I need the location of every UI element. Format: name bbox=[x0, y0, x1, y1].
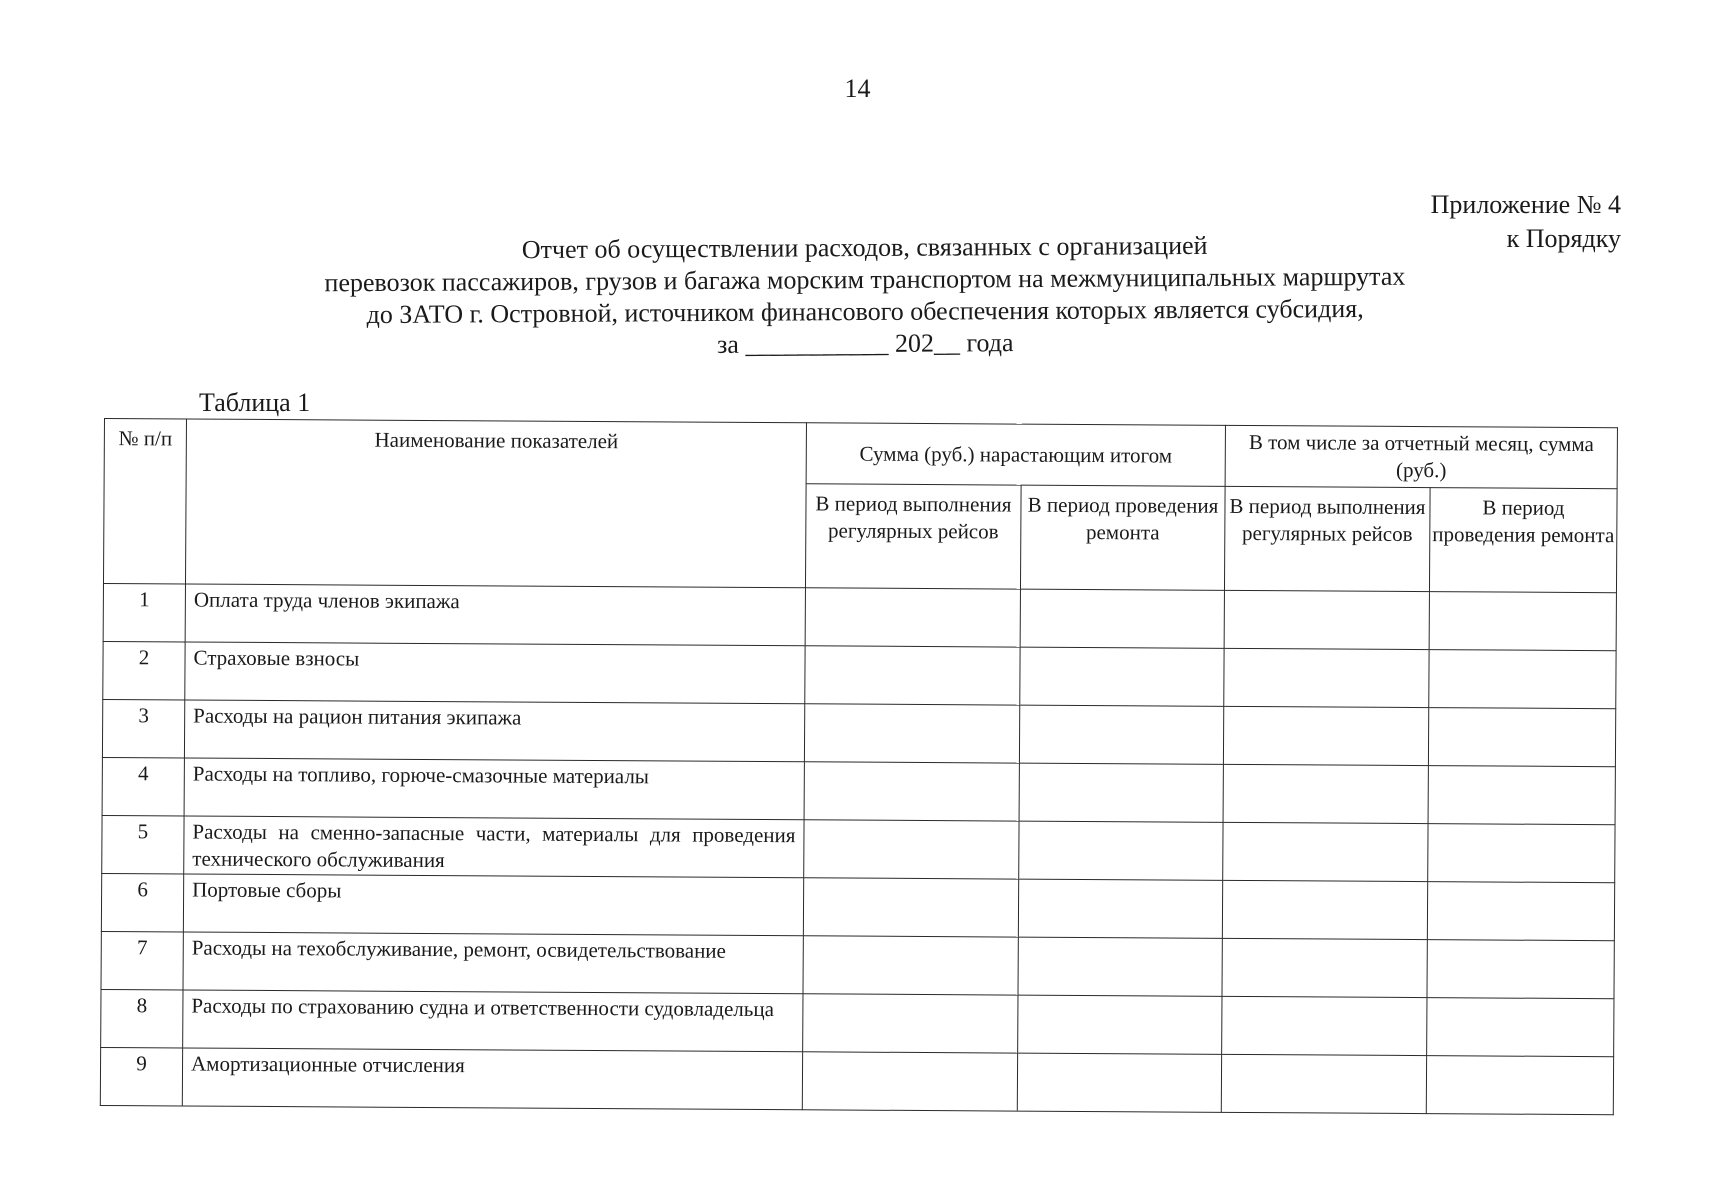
report-title-period: за ___________ 202__ года bbox=[717, 328, 1014, 359]
table-row bbox=[102, 815, 1615, 882]
table-row bbox=[103, 583, 1616, 650]
value-cell bbox=[803, 878, 1018, 937]
value-cell bbox=[1223, 706, 1428, 765]
report-title-line-3: до ЗАТО г. Островной, источником финансового обеспечения которых является субсидия, bbox=[366, 293, 1364, 330]
row-number: 5 bbox=[102, 815, 184, 873]
row-indicator: Страховые взносы bbox=[185, 642, 805, 704]
expenses-table bbox=[100, 418, 1618, 1115]
row-number: 3 bbox=[102, 699, 184, 757]
value-cell bbox=[805, 588, 1020, 647]
header-cumulative-total: Сумма (руб.) нарастающим итогом bbox=[806, 423, 1225, 487]
row-number: 7 bbox=[101, 931, 183, 989]
row-indicator: Расходы на рацион питания экипажа bbox=[184, 700, 804, 762]
value-cell bbox=[1222, 880, 1427, 939]
table-row bbox=[102, 699, 1615, 766]
value-cell bbox=[1020, 647, 1224, 706]
row-indicator: Портовые сборы bbox=[183, 874, 803, 936]
value-cell bbox=[804, 704, 1019, 763]
table-row bbox=[102, 757, 1615, 824]
header-indicator-name: Наименование показателей bbox=[185, 419, 806, 588]
appendix-order: к Порядку bbox=[1506, 224, 1621, 253]
value-cell bbox=[1222, 996, 1427, 1055]
value-cell bbox=[1019, 705, 1223, 764]
value-cell bbox=[803, 994, 1018, 1053]
subheader-month-repair: В период проведения ремонта bbox=[1429, 488, 1617, 593]
table-row bbox=[101, 989, 1614, 1056]
row-indicator: Расходы на топливо, горюче-смазочные материалы bbox=[184, 758, 804, 820]
value-cell bbox=[804, 762, 1019, 821]
value-cell bbox=[805, 646, 1020, 705]
row-number: 6 bbox=[101, 873, 183, 931]
table-row bbox=[100, 1047, 1613, 1114]
value-cell bbox=[803, 936, 1018, 995]
value-cell bbox=[1427, 998, 1614, 1057]
row-indicator: Расходы по страхованию судна и ответственности судовладельца bbox=[183, 990, 803, 1052]
row-number: 2 bbox=[103, 641, 185, 699]
value-cell bbox=[802, 1052, 1017, 1111]
row-number: 1 bbox=[103, 583, 185, 641]
value-cell bbox=[1222, 938, 1427, 997]
report-title-line-2: перевозок пассажиров, грузов и багажа морским транспортом на межмуниципальных маршрутах bbox=[324, 261, 1406, 298]
value-cell bbox=[1223, 822, 1428, 881]
value-cell bbox=[1429, 592, 1616, 651]
value-cell bbox=[1221, 1054, 1426, 1113]
header-number: № п/п bbox=[103, 419, 186, 584]
report-title bbox=[290, 228, 1441, 363]
row-number: 9 bbox=[100, 1047, 182, 1105]
table-row bbox=[101, 931, 1614, 998]
table-caption: Таблица 1 bbox=[199, 388, 311, 417]
value-cell bbox=[1428, 824, 1615, 883]
table-header-row bbox=[104, 419, 1617, 489]
value-cell bbox=[804, 820, 1019, 879]
appendix-reference bbox=[1431, 188, 1621, 256]
subheader-month-regular: В период выполнения регулярных рейсов bbox=[1224, 486, 1430, 591]
row-number: 4 bbox=[102, 757, 184, 815]
value-cell bbox=[1429, 650, 1616, 709]
value-cell bbox=[1428, 708, 1615, 767]
value-cell bbox=[1224, 590, 1429, 649]
value-cell bbox=[1427, 940, 1614, 999]
value-cell bbox=[1224, 648, 1429, 707]
subheader-cumulative-repair: В период проведения ремонта bbox=[1020, 485, 1225, 590]
value-cell bbox=[1426, 1056, 1613, 1115]
value-cell bbox=[1427, 882, 1614, 941]
report-title-line-1: Отчет об осуществлении расходов, связанных с организацией bbox=[521, 230, 1208, 265]
value-cell bbox=[1223, 764, 1428, 823]
value-cell bbox=[1019, 763, 1223, 822]
row-indicator: Расходы на сменно-запасные части, материалы для проведения технического обслуживания bbox=[184, 816, 804, 878]
table-row bbox=[101, 873, 1614, 940]
page-number: 14 bbox=[844, 74, 871, 103]
row-indicator: Оплата труда членов экипажа bbox=[185, 584, 805, 646]
subheader-cumulative-regular: В период выполнения регулярных рейсов bbox=[805, 484, 1021, 589]
header-reporting-month: В том числе за отчетный месяц, сумма (руб.) bbox=[1225, 425, 1617, 488]
value-cell bbox=[1018, 995, 1222, 1054]
row-indicator: Амортизационные отчисления bbox=[182, 1048, 802, 1110]
value-cell bbox=[1018, 937, 1222, 996]
expenses-table-container bbox=[100, 418, 1618, 1115]
table-row bbox=[103, 641, 1616, 708]
value-cell bbox=[1019, 821, 1223, 880]
appendix-number: Приложение № 4 bbox=[1430, 190, 1621, 219]
value-cell bbox=[1020, 589, 1224, 648]
row-number: 8 bbox=[101, 989, 183, 1047]
row-indicator: Расходы на техобслуживание, ремонт, освидетельствование bbox=[183, 932, 803, 994]
value-cell bbox=[1017, 1053, 1221, 1112]
value-cell bbox=[1428, 766, 1615, 825]
value-cell bbox=[1018, 879, 1222, 938]
